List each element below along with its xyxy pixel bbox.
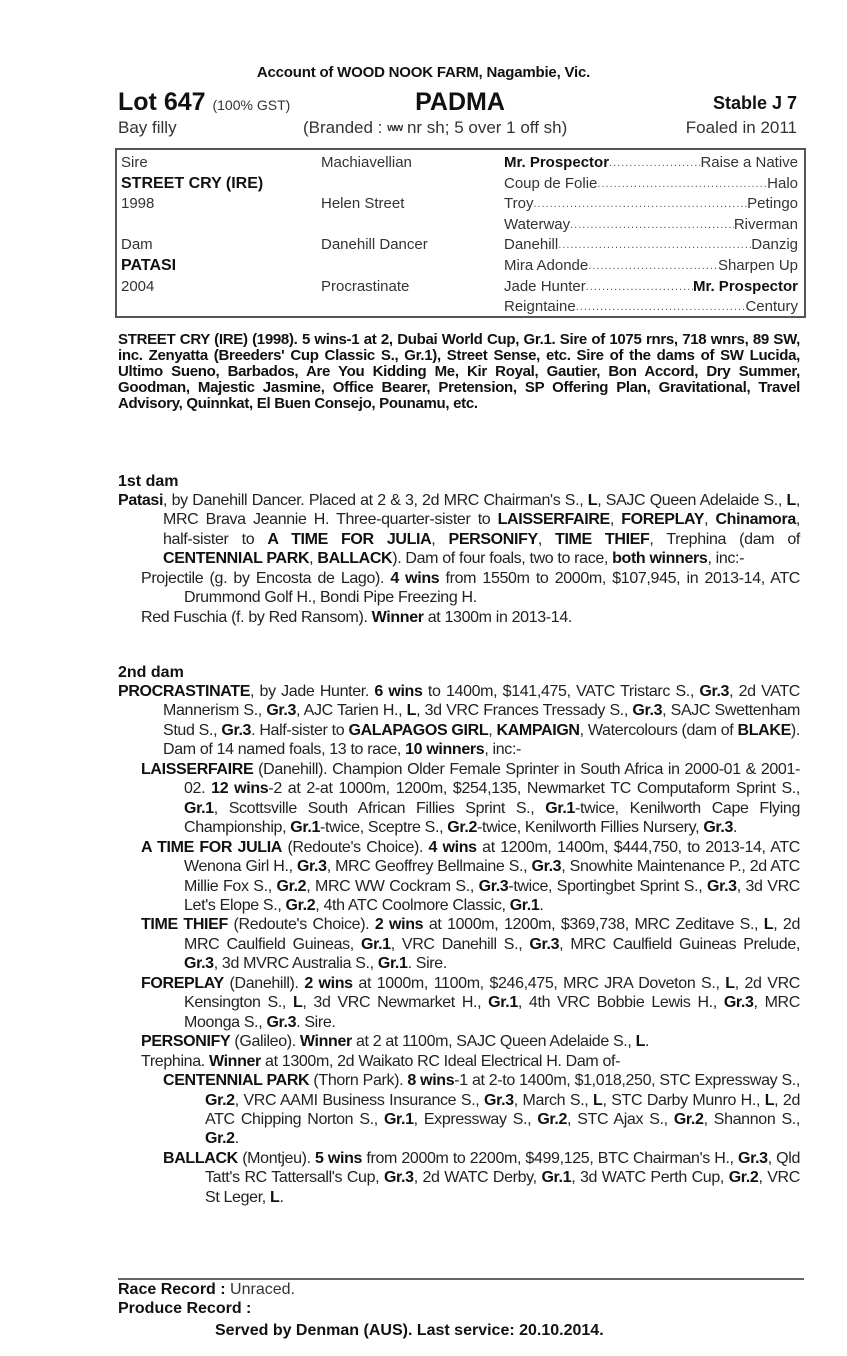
entry-text: at 1300m, 2d Waikato RC Ideal Electrical H. Dam of- xyxy=(260,1052,621,1070)
entry-highlight: 12 wins xyxy=(211,780,269,798)
entry-text: ). Dam of four foals, two to race, xyxy=(392,550,613,568)
entry-text: (Thorn Park). xyxy=(309,1072,408,1090)
entry-text: (Danehill). Champion Older Female Sprinter in South Africa in 2000-01 & 2001-02. xyxy=(184,760,800,798)
dot-leader xyxy=(570,215,734,235)
pedigree-great-great-grandparent: Mr. Prospector xyxy=(692,277,798,295)
entry-text: , 4th VRC Bobbie Lewis H., xyxy=(517,994,724,1012)
entry-highlight: Gr.1 xyxy=(290,819,321,837)
pedigree-grandparent: Machiavellian xyxy=(321,154,412,171)
dot-leader xyxy=(586,277,693,297)
race-record-value: Unraced. xyxy=(230,1281,295,1298)
entry-highlight: Winner xyxy=(299,1033,352,1051)
dot-leader xyxy=(558,235,751,255)
entry-text: , 2d MRC Caulfield Guineas, xyxy=(184,916,800,953)
entry-highlight: Gr.3 xyxy=(266,702,297,720)
entry-highlight: Gr.1 xyxy=(383,1110,414,1128)
entry-text: ). Dam of 14 named foals, 13 to race, xyxy=(163,721,800,759)
entry-highlight: PERSONIFY xyxy=(141,1033,231,1051)
entry-text: -2 at 2-at 1000m, 1200m, $254,135, Newmarket TC Computaform Sprint S., xyxy=(268,780,800,798)
entry-highlight: BALLACK xyxy=(317,550,393,568)
entry-highlight: L xyxy=(786,492,796,509)
entry-text: , MRC Moonga S., xyxy=(184,994,800,1031)
entry-highlight: Chinamora xyxy=(715,511,796,529)
family-entry xyxy=(118,569,800,608)
entry-text: to 1400m, $141,475, VATC Tristarc S., xyxy=(422,683,700,700)
pedigree-great-grandparent-row xyxy=(504,235,798,255)
entry-text: , xyxy=(431,530,449,548)
entry-text: , Snowhite Maintenance P., 2d ATC Millie Fox S., xyxy=(184,858,800,895)
entry-text: . Sire. xyxy=(407,955,447,973)
entry-text: at 1000m, 1200m, $369,738, MRC Zeditave S., xyxy=(423,916,764,934)
entry-highlight: both winners xyxy=(612,550,708,568)
entry-highlight: Gr.1 xyxy=(541,1169,572,1187)
pedigree-great-grandparent: Reigntaine xyxy=(504,298,576,316)
entry-text: , SAJC Queen Adelaide S., xyxy=(597,492,787,509)
entry-text: , AJC Tarien H., xyxy=(296,702,407,720)
entry-text: -twice, Kenilworth Cape Flying Championship, xyxy=(184,799,800,837)
entry-highlight: L xyxy=(635,1033,646,1051)
pedigree-great-grandparent: Mira Adonde xyxy=(504,257,589,274)
entry-text: , by Jade Hunter. xyxy=(250,683,375,700)
entry-text: , 3d MVRC Australia S., xyxy=(213,955,378,973)
entry-text: -twice, Kenilworth Fillies Nursery, xyxy=(477,819,704,837)
entry-highlight: PROCRASTINATE xyxy=(118,683,251,700)
dot-leader xyxy=(588,256,718,276)
entry-text: . xyxy=(645,1033,650,1051)
entry-highlight: PERSONIFY xyxy=(448,530,538,548)
entry-text: at 1000m, 1100m, $246,475, MRC JRA Doveton S., xyxy=(352,974,726,992)
entry-text: , Qld Tatt's RC Tattersall's Cup, xyxy=(205,1149,800,1187)
entry-text: , Expressway S., xyxy=(413,1110,538,1128)
entry-text: . xyxy=(733,819,738,837)
pedigree-label: Sire xyxy=(121,154,148,171)
entry-highlight: 4 wins xyxy=(390,569,440,587)
second-dam-section xyxy=(118,663,800,1207)
entry-highlight: BALLACK xyxy=(163,1149,238,1167)
pedigree-great-grandparent: Coup de Folie xyxy=(504,174,598,192)
entry-highlight: Gr.1 xyxy=(488,994,518,1012)
entry-text: (Montjeu). xyxy=(237,1149,316,1167)
entry-highlight: Gr.3 xyxy=(632,702,663,720)
entry-text: , 2d ATC Chipping Norton S., xyxy=(205,1091,800,1128)
entry-highlight: 8 wins xyxy=(407,1072,455,1090)
pedigree-label: 1998 xyxy=(121,195,155,213)
first-dam-section xyxy=(118,472,800,627)
race-record-label: Race Record : xyxy=(118,1281,231,1298)
entry-highlight: Gr.3 xyxy=(706,877,737,895)
dot-leader xyxy=(576,297,746,317)
gst-note: (100% GST) xyxy=(212,97,291,113)
first-dam-heading: 1st dam xyxy=(118,473,179,490)
lot-label: Lot 647 xyxy=(118,88,206,116)
pedigree-great-grandparent: Danehill xyxy=(504,236,559,254)
pedigree-great-great-grandparent: Riverman xyxy=(733,215,798,233)
entry-text: . xyxy=(234,1130,239,1148)
race-record xyxy=(118,1281,295,1299)
entry-text: . Sire. xyxy=(296,1013,336,1031)
entry-highlight: Gr.1 xyxy=(509,896,540,914)
entry-text: , xyxy=(609,511,622,529)
family-entry xyxy=(118,1071,800,1149)
entry-highlight: Gr.3 xyxy=(723,994,754,1012)
vendor-account: Account of WOOD NOOK FARM, Nagambie, Vic. xyxy=(256,64,591,81)
horse-description: Bay filly xyxy=(118,118,177,137)
family-entry xyxy=(118,1149,800,1207)
pedigree-great-great-grandparent: Petingo xyxy=(747,195,798,213)
entry-highlight: Gr.3 xyxy=(296,858,327,876)
entry-highlight: Gr.3 xyxy=(184,955,214,973)
entry-highlight: 5 wins xyxy=(315,1149,363,1167)
entry-highlight: Gr.3 xyxy=(529,935,560,953)
entry-highlight: A TIME FOR JULIA xyxy=(267,530,432,548)
pedigree-great-great-grandparent: Sharpen Up xyxy=(717,257,798,274)
brand-suffix: nr sh; 5 over 1 off sh) xyxy=(402,118,568,137)
entry-text: , 3d VRC Newmarket H., xyxy=(302,994,489,1012)
entry-highlight: L xyxy=(292,994,303,1012)
second-dam-heading: 2nd dam xyxy=(118,664,184,681)
pedigree-label: 2004 xyxy=(121,277,155,295)
entry-highlight: Gr.3 xyxy=(221,721,252,739)
family-entry xyxy=(118,1032,800,1051)
entry-highlight: 4 wins xyxy=(428,838,477,856)
entry-text: , 3d VRC Let's Elope S., xyxy=(184,877,800,914)
entry-text: , March S., xyxy=(513,1091,594,1109)
pedigree-horse-name: STREET CRY (IRE) xyxy=(121,174,264,192)
entry-highlight: L xyxy=(270,1188,280,1206)
entry-text: , STC Darby Munro H., xyxy=(602,1091,765,1109)
entry-highlight: Gr.1 xyxy=(377,955,408,973)
pedigree-grandparent: Helen Street xyxy=(321,195,405,213)
dot-leader xyxy=(597,174,767,194)
entry-highlight: CENTENNIAL PARK xyxy=(163,550,310,568)
entry-text: , Scottsville South African Fillies Sprint S., xyxy=(213,799,546,817)
service-note: Served by Denman (AUS). Last service: 20.10.2014. xyxy=(215,1322,604,1339)
entry-text: , by Danehill Dancer. Placed at 2 & 3, 2d MRC Chairman's S., xyxy=(163,492,588,509)
entry-highlight: LAISSERFAIRE xyxy=(497,511,610,529)
entry-text: , Trephina (dam of xyxy=(649,530,800,548)
pedigree-grandparent: Danehill Dancer xyxy=(321,236,428,254)
entry-highlight: KAMPAIGN xyxy=(496,721,580,739)
entry-highlight: L xyxy=(406,702,417,720)
entry-highlight: Gr.2 xyxy=(205,1130,235,1148)
entry-highlight: L xyxy=(725,974,735,992)
pedigree-great-great-grandparent: Raise a Native xyxy=(700,154,798,171)
pedigree-label: Dam xyxy=(121,236,153,254)
entry-text: , xyxy=(309,550,318,568)
entry-highlight: Winner xyxy=(208,1052,261,1070)
pedigree-table xyxy=(115,148,806,318)
entry-highlight: Gr.3 xyxy=(484,1091,514,1109)
foaled-year: Foaled in 2011 xyxy=(685,118,797,137)
pedigree-great-great-grandparent: Century xyxy=(745,298,798,316)
entry-text: . Half-sister to xyxy=(251,721,349,739)
horse-name: PADMA xyxy=(415,88,505,116)
divider xyxy=(118,1278,804,1280)
family-entry xyxy=(118,491,800,569)
entry-highlight: Gr.1 xyxy=(184,799,214,817)
family-entry xyxy=(118,838,800,916)
entry-text: , 3d VRC Frances Tressady S., xyxy=(416,702,633,720)
entry-highlight: 10 winners xyxy=(405,741,485,759)
entry-text: , inc:- xyxy=(707,550,745,568)
pedigree-great-great-grandparent: Halo xyxy=(767,174,798,192)
sire-summary: STREET CRY (IRE) (1998). 5 wins-1 at 2, Dubai World Cup, Gr.1. Sire of 1075 rnrs, 718 wnrs, 89 SW, inc. Zenyatta (Breeders' Cup Classic S., Gr.1), Street Sense, etc. Sire of the dams of SW Lucida, Ultimo Sueno, Barbados, Are You Kidding Me, Kir Royal, Gautier, Bon Accord, Dry Summer, Goodman, Majestic Jasmine, Office Bearer, Pretension, SP Offering Plan, Gravitational, Travel Advisory, Quinnkat, El Buen Consejo, Pounamu, etc. xyxy=(118,331,800,412)
entry-text: , MRC Brava Jeannie H. Three-quarter-sister to xyxy=(163,492,800,529)
entry-text: , xyxy=(704,511,716,529)
entry-text: at 1200m, 1400m, $444,750, to 2013-14, ATC Wenona Girl H., xyxy=(184,838,800,876)
entry-text: , 4th ATC Coolmore Classic, xyxy=(315,896,510,914)
pedigree-great-grandparent: Jade Hunter xyxy=(504,277,586,295)
entry-highlight: Gr.3 xyxy=(737,1149,768,1167)
entry-highlight: Gr.3 xyxy=(266,1013,297,1031)
entry-text: Projectile (g. by Encosta de Lago). xyxy=(141,569,391,587)
entry-text: , VRC AAMI Business Insurance S., xyxy=(234,1091,485,1109)
entry-text: , inc:- xyxy=(484,741,522,759)
entry-text: , 3d WATC Perth Cup, xyxy=(571,1169,729,1187)
stable-location: Stable J 7 xyxy=(712,93,797,113)
pedigree-great-grandparent-row xyxy=(504,153,798,173)
entry-text: , 2d WATC Derby, xyxy=(413,1169,542,1187)
pedigree-great-grandparent-row xyxy=(504,256,798,276)
lot-number xyxy=(118,88,290,117)
entry-highlight: CENTENNIAL PARK xyxy=(163,1072,310,1090)
entry-highlight: Gr.2 xyxy=(537,1110,568,1128)
entry-text: -1 at 2-to 1400m, $1,018,250, STC Expressway S., xyxy=(454,1072,800,1090)
family-entry xyxy=(118,915,800,973)
entry-highlight: L xyxy=(593,1091,603,1109)
entry-highlight: L xyxy=(764,1091,775,1109)
entry-highlight: TIME THIEF xyxy=(555,530,650,548)
entry-highlight: Patasi xyxy=(118,492,164,509)
pedigree-horse-name: PATASI xyxy=(121,257,177,274)
entry-highlight: TIME THIEF xyxy=(141,916,228,934)
pedigree-great-grandparent: Troy xyxy=(504,195,534,213)
entry-highlight: Gr.1 xyxy=(360,935,391,953)
entry-highlight: Gr.3 xyxy=(531,858,562,876)
pedigree-great-grandparent-row xyxy=(504,194,798,214)
pedigree-great-grandparent: Mr. Prospector xyxy=(504,154,610,171)
entry-text: (Redoute's Choice). xyxy=(227,916,375,934)
pedigree-great-grandparent-row xyxy=(504,277,798,297)
entry-highlight: LAISSERFAIRE xyxy=(141,760,254,778)
entry-highlight: Gr.2 xyxy=(673,1110,704,1128)
entry-text: , xyxy=(537,530,556,548)
entry-highlight: A TIME FOR JULIA xyxy=(141,838,282,856)
entry-highlight: BLAKE xyxy=(737,721,791,739)
entry-text: , 2d VATC Mannerism S., xyxy=(163,683,801,720)
produce-record xyxy=(118,1300,251,1318)
entry-text: , MRC Geoffrey Bellmaine S., xyxy=(326,858,532,876)
entry-highlight: L xyxy=(763,916,774,934)
brand-info xyxy=(303,118,567,138)
entry-highlight: Gr.3 xyxy=(383,1169,414,1187)
entry-text: , Shannon S., xyxy=(703,1110,800,1128)
entry-text: from 2000m to 2200m, $499,125, BTC Chairman's H., xyxy=(362,1149,738,1167)
entry-text: from 1550m to 2000m, $107,945, in 2013-14, ATC Drummond Golf H., Bondi Pipe Freezing H. xyxy=(184,569,800,607)
entry-highlight: GALAPAGOS GIRL xyxy=(348,721,489,739)
brand-prefix: (Branded : xyxy=(303,118,388,137)
entry-highlight: Gr.3 xyxy=(703,819,734,837)
entry-highlight: L xyxy=(587,492,598,509)
dot-leader xyxy=(609,153,700,173)
pedigree-great-grandparent-row xyxy=(504,174,798,194)
entry-text: (Redoute's Choice). xyxy=(282,838,429,856)
pedigree-grandparent: Procrastinate xyxy=(321,277,410,295)
entry-highlight: Gr.2 xyxy=(285,896,316,914)
pedigree-great-grandparent-row xyxy=(504,215,798,235)
entry-text: (Galileo). xyxy=(230,1033,300,1051)
family-entry xyxy=(118,608,800,627)
family-entry xyxy=(118,1052,800,1071)
pedigree-great-great-grandparent: Danzig xyxy=(751,236,798,254)
family-entry xyxy=(118,974,800,1032)
entry-text: , half-sister to xyxy=(163,511,800,548)
entry-highlight: Gr.2 xyxy=(447,819,478,837)
dot-leader xyxy=(533,194,747,214)
pedigree-great-grandparent: Waterway xyxy=(504,215,571,233)
entry-text: , Watercolours (dam of xyxy=(579,721,738,739)
entry-highlight: Gr.1 xyxy=(545,799,575,817)
family-entry xyxy=(118,760,800,838)
entry-highlight: 6 wins xyxy=(374,683,423,700)
entry-text: , 2d VRC Kensington S., xyxy=(184,974,801,1012)
entry-highlight: FOREPLAY xyxy=(621,511,705,529)
entry-highlight: Gr.2 xyxy=(205,1091,235,1109)
entry-text: . xyxy=(539,896,544,914)
entry-text: Trephina. xyxy=(141,1052,209,1070)
entry-highlight: Gr.2 xyxy=(276,877,307,895)
entry-text: , STC Ajax S., xyxy=(567,1110,674,1128)
entry-highlight: Gr.3 xyxy=(478,877,509,895)
entry-text: at 1300m in 2013-14. xyxy=(423,608,572,626)
entry-highlight: Gr.3 xyxy=(699,683,730,700)
entry-text: , VRC Danehill S., xyxy=(390,935,530,953)
entry-text: , VRC St Leger, xyxy=(205,1169,800,1206)
produce-record-label: Produce Record : xyxy=(118,1300,252,1317)
entry-highlight: 2 wins xyxy=(304,974,353,992)
entry-highlight: Winner xyxy=(371,608,424,626)
family-entry xyxy=(118,682,800,760)
entry-text: -twice, Sceptre S., xyxy=(320,819,448,837)
entry-text: , SAJC Swettenham Stud S., xyxy=(163,702,800,739)
brand-mark-icon: ww xyxy=(387,122,403,134)
pedigree-great-grandparent-row xyxy=(504,297,798,317)
entry-text: . xyxy=(279,1188,284,1206)
entry-text: -twice, Sportingbet Sprint S., xyxy=(508,877,707,895)
entry-highlight: Gr.2 xyxy=(728,1169,759,1187)
entry-text: , MRC Caulfield Guineas Prelude, xyxy=(559,935,800,953)
entry-text: at 2 at 1100m, SAJC Queen Adelaide S., xyxy=(351,1033,636,1051)
entry-text: Red Fuschia (f. by Red Ransom). xyxy=(141,608,372,626)
entry-highlight: FOREPLAY xyxy=(141,974,224,992)
entry-text: , MRC WW Cockram S., xyxy=(306,877,479,895)
entry-text: , xyxy=(488,721,497,739)
entry-text: (Danehill). xyxy=(223,974,305,992)
entry-highlight: 2 wins xyxy=(374,916,424,934)
